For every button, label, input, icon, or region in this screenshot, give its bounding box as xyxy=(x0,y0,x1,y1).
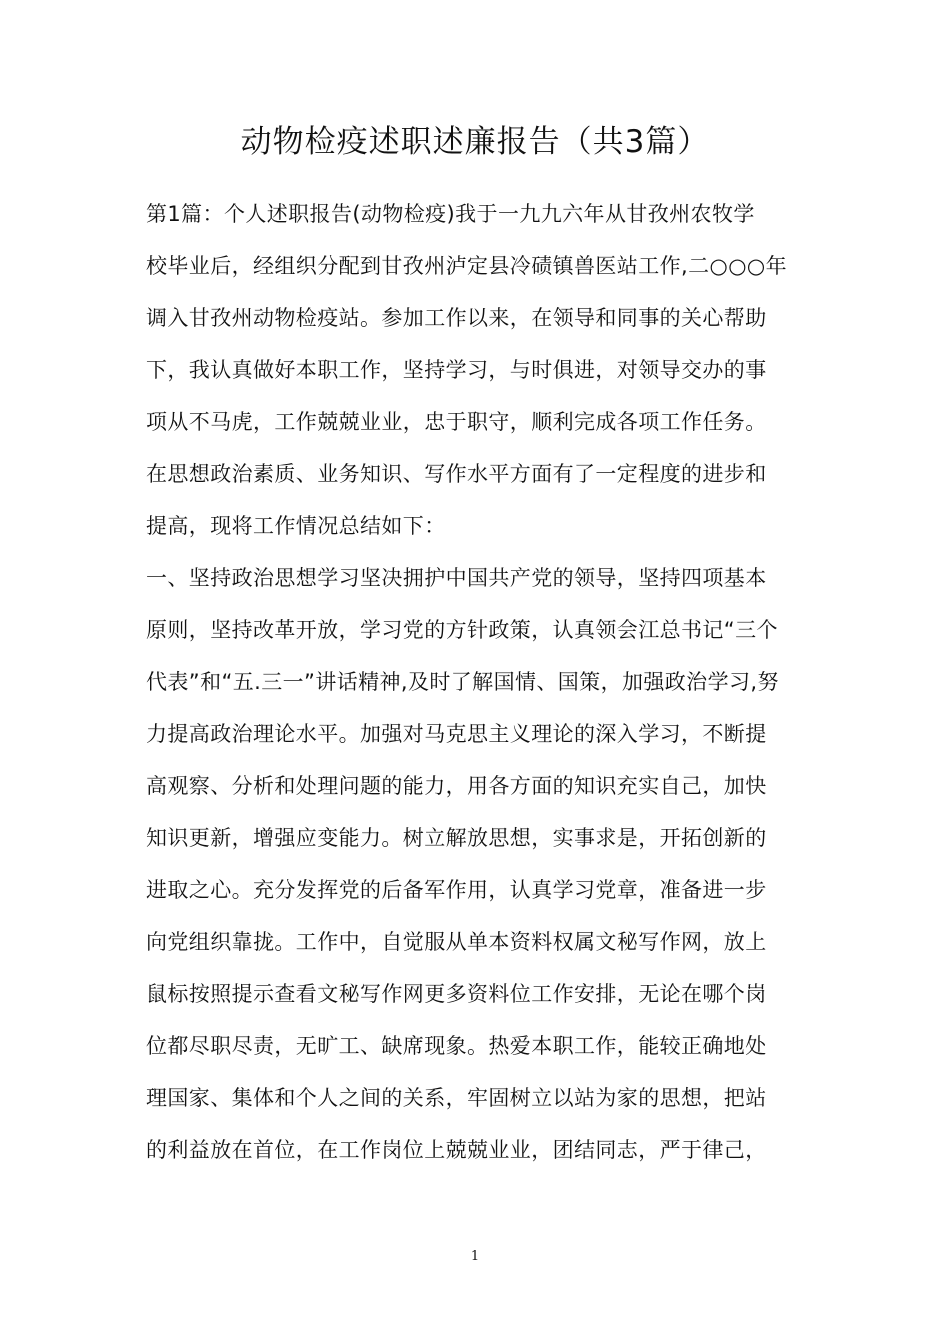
body-line: 原则，坚持改革开放，学习党的方针政策，认真领会江总书记“三个 xyxy=(146,618,778,642)
body-line: 力提高政治理论水平。加强对马克思主义理论的深入学习，不断提 xyxy=(146,722,767,746)
body-line: 代表”和“五.三一”讲话精神,及时了解国情、国策，加强政治学习,努 xyxy=(146,670,779,694)
body-line: 知识更新，增强应变能力。树立解放思想，实事求是，开拓创新的 xyxy=(146,826,767,850)
body-line: 一、坚持政治思想学习坚决拥护中国共产党的领导，坚持四项基本 xyxy=(146,566,767,590)
page-number: 1 xyxy=(470,1249,480,1264)
document-body xyxy=(146,194,808,1182)
body-line: 的利益放在首位，在工作岗位上兢兢业业，团结同志，严于律己， xyxy=(146,1138,767,1162)
body-line: 项从不马虎，工作兢兢业业，忠于职守，顺利完成各项工作任务。 xyxy=(146,410,767,434)
body-line: 调入甘孜州动物检疫站。参加工作以来，在领导和同事的关心帮助 xyxy=(146,306,767,330)
body-line: 鼠标按照提示查看文秘写作网更多资料位工作安排，无论在哪个岗 xyxy=(146,982,767,1006)
body-line: 进取之心。充分发挥党的后备军作用，认真学习党章，准备进一步 xyxy=(146,878,767,902)
body-line: 理国家、集体和个人之间的关系，牢固树立以站为家的思想，把站 xyxy=(146,1086,767,1110)
body-line: 校毕业后，经组织分配到甘孜州泸定县冷碛镇兽医站工作,二○○○年 xyxy=(146,254,788,278)
body-line: 位都尽职尽责，无旷工、缺席现象。热爱本职工作，能较正确地处 xyxy=(146,1034,767,1058)
body-line: 高观察、分析和处理问题的能力，用各方面的知识充实自己，加快 xyxy=(146,774,767,798)
body-line: 下，我认真做好本职工作，坚持学习，与时俱进，对领导交办的事 xyxy=(146,358,767,382)
body-line: 第1篇：个人述职报告(动物检疫)我于一九九六年从甘孜州农牧学 xyxy=(146,202,755,226)
body-line: 在思想政治素质、业务知识、写作水平方面有了一定程度的进步和 xyxy=(146,462,767,486)
body-line: 提高，现将工作情况总结如下： xyxy=(146,514,446,538)
body-line: 向党组织靠拢。工作中，自觉服从单本资料权属文秘写作网，放上 xyxy=(146,930,767,954)
document-title: 动物检疫述职述廉报告（共3篇） xyxy=(240,124,710,160)
